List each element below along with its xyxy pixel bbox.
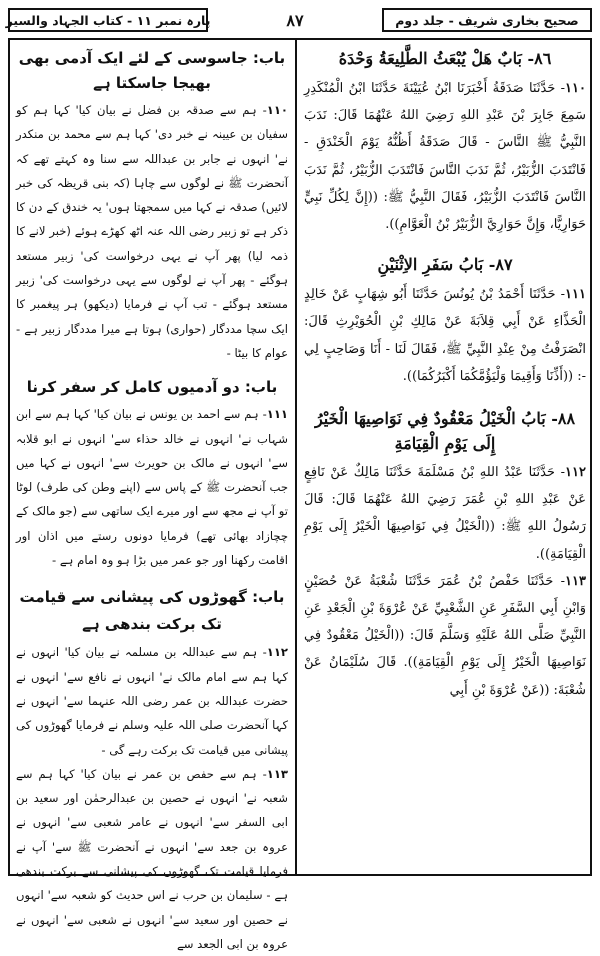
hadith-text: - حَدَّثَنَا عَبْدُ اللهِ بْنُ مَسْلَمَةَ حَدَّثَنَا مَالِكٌ عَنْ نَافِعٍ عَنْ عَبْدِ اللهِ بْنِ عُمَرَ رَضِيَ اللهُ عَنْهُمَا قَالَ: قَالَ رَسُولُ اللهِ ﷺ: ((الْخَيْلُ فِي نَوَاصِيهَا الْخَيْرُ إِلَى يَوْمِ الْقِيَامَةِ)).	[304, 465, 586, 562]
hadith-number: ١١٣	[565, 573, 586, 589]
hadith-number: ١١١	[565, 287, 586, 303]
hadith-number: ۱۱۳	[266, 766, 288, 781]
urdu-chapter-heading-2: باب: دو آدمیوں کامل کر سفر کرنا	[26, 378, 278, 397]
hadith-number: ۱۱۱	[266, 407, 288, 422]
hadith-110-urdu	[16, 98, 288, 365]
urdu-chapter-heading-3: باب: گھوڑوں کی پیشانی سے قیامت تک برکت بندھی ہے	[19, 588, 285, 634]
hadith-text: - حَدَّثَنَا حَفْصُ بْنُ عُمَرَ حَدَّثَنَا شُعْبَةُ عَنْ حُصَيْنٍ وَابْنِ أَبِي السَّفَرِ عَنِ الشَّعْبِيِّ عَنْ عُرْوَةَ بْنِ الْجَعْدِ عَنِ النَّبِيِّ صَلَّى اللهُ عَلَيْهِ وَسَلَّمَ قَالَ: ((الْخَيْلُ مَعْقُودٌ فِي نَوَاصِيهَا الْخَيْرُ إِلَى يَوْمِ الْقِيَامَةِ)). قَالَ سُلَيْمَانُ عَنْ شُعْبَةَ: ((عَنْ عُرْوَةَ بْنِ أَبِي	[304, 573, 586, 698]
hadith-text: - حَدَّثَنَا أَحْمَدُ بْنُ يُونُسَ حَدَّثَنَا أَبُو شِهَابٍ عَنْ خَالِدٍ الْحَذَّاءِ عَنْ أَبِي قِلاَبَةَ عَنْ مَالِكِ بْنِ الْحُوَيْرِثِ قَالَ: انْصَرَفْتُ مِنْ عِنْدِ النَّبِيِّ ﷺ، فَقَالَ لَنَا - أَنَا وَصَاحِبٍ لِي -: ((أَذِّنَا وَأَقِيمَا وَلْيَؤُمَّكُمَا أَكْبَرُكُمَا)).	[304, 287, 586, 384]
hadith-112-arabic	[304, 459, 586, 568]
urdu-column	[12, 44, 292, 951]
hadith-110-arabic	[304, 75, 586, 238]
page-number: ۸۷	[286, 10, 304, 30]
hadith-113-urdu	[16, 762, 288, 956]
hadith-text: - حَدَّثَنَا صَدَقَةُ أَخْبَرَنَا ابْنُ عُيَيْنَةَ حَدَّثَنَا ابْنُ الْمُنْكَدِرِ سَمِعَ جَابِرَ بْنَ عَبْدِ اللهِ رَضِيَ اللهُ عَنْهُمَا قَالَ: نَدَبَ النَّبِيُّ ﷺ النَّاسَ - قَالَ صَدَقَةُ أَظُنُّهُ يَوْمَ الْخَنْدَقِ - فَانْتَدَبَ الزُّبَيْرُ، ثُمَّ نَدَبَ النَّاسَ فَانْتَدَبَ الزُّبَيْرُ، ثُمَّ نَدَبَ النَّاسَ فَانْتَدَبَ الزُّبَيْرُ، فَقَالَ النَّبِيُّ ﷺ: ((إِنَّ لِكُلِّ نَبِيٍّ حَوَارِيًّا، وَإِنَّ حَوَارِيَّ الزُّبَيْرُ بْنُ الْعَوَّامِ)).	[304, 81, 586, 233]
hadith-number: ۱۱۰	[266, 103, 288, 117]
hadith-111-arabic	[304, 281, 586, 390]
book-volume-label: صحیح بخاری شریف - جلد دوم	[382, 8, 592, 32]
arabic-column	[300, 44, 590, 872]
hadith-number: ۱۱۲	[266, 645, 288, 660]
hadith-text: - ہم سے صدقہ بن فضل نے بیان کیا' کہا ہم کو سفیان بن عیینہ نے خبر دی' کہا ہم سے محمد بن منکدر نے' انہوں نے جابر بن عبداللہ سے سنا وہ کہتے تھے کہ آنحضرت ﷺ نے لوگوں سے چاہا (کہ بنی قریظہ کی خبر لائیں) صدقہ نے کہا میں سمجھتا ہوں' یہ خندق کے دن کا ذکر ہے تو زبیر رضی اللہ عنہ اٹھ کھڑے ہوئے (خبر لانے کا ذمہ لیا) پھر آپ نے یہی درخواست کی' زبیر مستعد ہوگئے - پھر آپ نے لوگوں سے یہی درخواست کی' زبیر مستعد ہوگئے - تب آپ نے فرمایا (دیکھو) ہر پیغمبر کا ایک سچا مددگار (حواری) ہوتا ہے میرا مددگار زبیر ہے - عوام کا بیٹا -	[16, 103, 288, 360]
part-chapter-label: پارہ نمبر ۱۱ - کتاب الجہاد والسیر	[8, 8, 208, 32]
hadith-text: - ہم سے احمد بن یونس نے بیان کیا' کہا ہم سے ابن شہاب نے' انہوں نے خالد حذاء سے' انہوں نے ابو قلابہ سے' انہوں نے مالک بن حویرث سے' انہوں نے کہا میں جب آنحضرت ﷺ کے پاس سے (اپنے وطن کی طرف) لوٹا تو آپ نے مجھ سے اور میرے ایک ساتھی سے (جو مالک کے چچازاد بھائی تھے) فرمایا دونوں رستے میں اذان اور اقامت رکھنا اور جو عمر میں بڑا ہو وہ امام ہے -	[16, 407, 288, 568]
chapter-heading-86: ٨٦- بَابٌ هَلْ يُبْعَثُ الطَّلِيعَةُ وَحْدَهُ	[338, 49, 552, 68]
hadith-112-urdu	[16, 640, 288, 761]
column-divider	[295, 38, 297, 876]
hadith-113-arabic	[304, 568, 586, 704]
chapter-heading-88: ٨٨- بَابُ الْخَيْلُ مَعْقُودٌ فِي نَوَاصِيهَا الْخَيْرُ إِلَى يَوْمِ الْقِيَامَةِ	[314, 409, 576, 454]
hadith-text: - ہم سے حفص بن عمر نے بیان کیا' کہا ہم سے شعبہ نے' انہوں نے حصین بن عبدالرحمٰن اور سعید بن ابی السفر سے' انہوں نے عامر شعبی سے' انہوں نے عروہ بن جعد سے' انہوں نے آنحضرت ﷺ سے' آپ نے فرمایا قیامت تک گھوڑوں کی پیشانی سے برکت بندھی ہے - سلیمان بن حرب نے اس حدیث کو شعبہ سے' انہوں نے حصین اور سعید سے' انہوں نے شعبی سے' انہوں نے عروہ بن ابی الجعد سے	[16, 766, 288, 951]
hadith-number: ١١٠	[565, 81, 586, 96]
page-header	[5, 6, 592, 34]
hadith-111-urdu	[16, 402, 288, 572]
chapter-heading-87: ٨٧- بَابُ سَفَرِ الاِثْنَيْنِ	[377, 255, 513, 275]
hadith-number: ١١٢	[565, 465, 586, 481]
urdu-chapter-heading-1: باب: جاسوسی کے لئے ایک آدمی بھی بھیجا جاسکتا ہے	[18, 49, 286, 92]
hadith-text: - ہم سے عبداللہ بن مسلمہ نے بیان کیا' انہوں نے کہا ہم سے امام مالک نے' انہوں نے نافع سے' انہوں نے حضرت عبداللہ بن عمر رضی اللہ عنہما سے' انہوں نے کہا آنحضرت صلی اللہ علیہ وسلم نے فرمایا گھوڑوں کی پیشانی میں قیامت تک برکت رہے گی -	[16, 645, 288, 757]
